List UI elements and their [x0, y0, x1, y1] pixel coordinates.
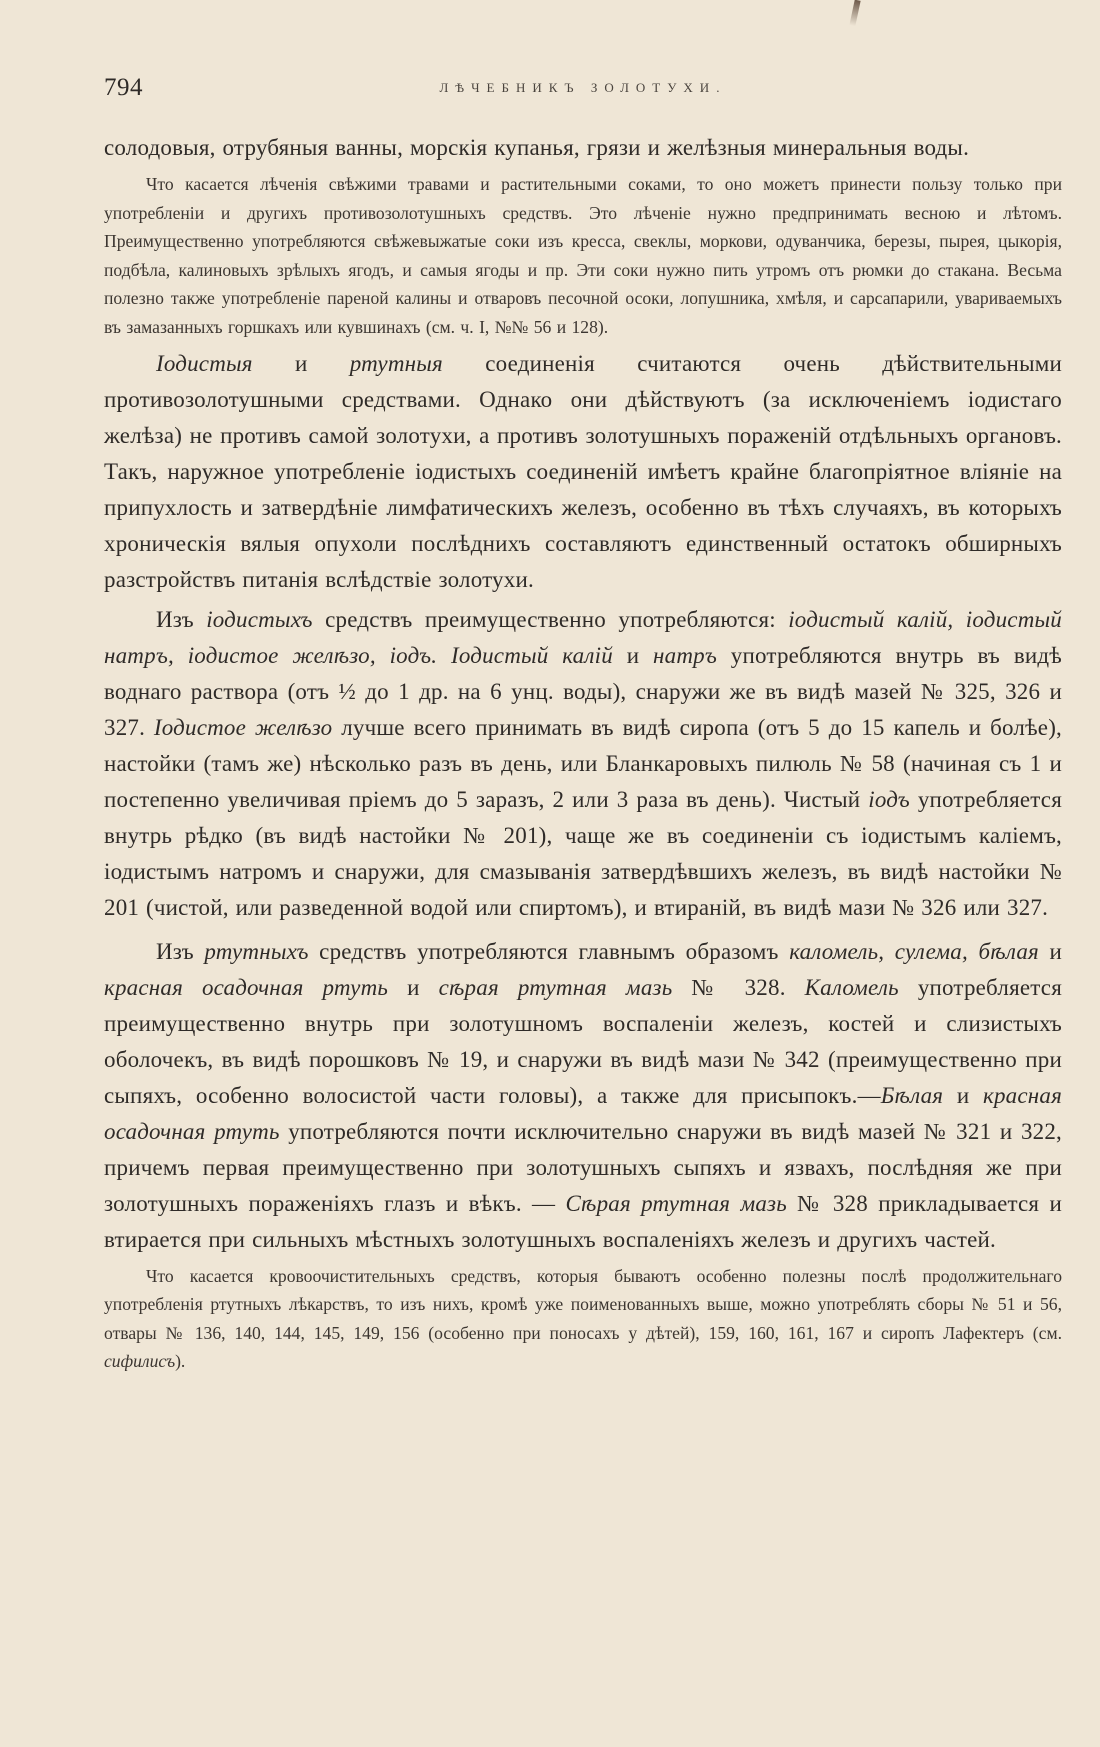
text-run: и — [1038, 938, 1063, 964]
paragraph — [104, 130, 1062, 166]
italic-term: Сѣрая ртутная мазь — [565, 1190, 787, 1216]
italic-term: каломель, сулема, бѣлая — [789, 938, 1039, 964]
italic-term: ртутныя — [349, 350, 443, 376]
italic-term: іодистый калій, іодистый натръ, іодистое желѣзо, іодъ. Іодистый калій — [104, 606, 1062, 668]
text-run: средствъ употребляются главнымъ образомъ — [308, 938, 790, 964]
paragraph — [104, 934, 1062, 1258]
paragraph — [104, 170, 1062, 342]
text-run: Изъ — [156, 938, 205, 964]
text-run: употребляются почти исключительно снаружи въ видѣ мазей № 321 и 322, причемъ первая преимущественно при золотушныхъ сыпяхъ и язвахъ, послѣдняя же при золотушныхъ пораженіяхъ глазъ и вѣкъ. — — [104, 1118, 1062, 1216]
text-run: № 328. — [672, 974, 805, 1000]
italic-term: іодистыхъ — [206, 606, 313, 632]
text-run: и — [612, 642, 654, 668]
italic-term: красная осадочная ртуть — [104, 974, 389, 1000]
text-run: Что касается лѣченія свѣжими травами и растительными соками, то оно можетъ принести пользу только при употребленіи и другихъ противозолотушныхъ средствъ. Это лѣченіе нужно предпринимать весною и лѣтомъ. Преимущественно употребляются свѣжевыжатые соки изъ кресса, свеклы, моркови, одуванчика, березы, пырея, цыкорія, подбѣла, калиновыхъ зрѣлыхъ ягодъ, и самыя ягоды и пр. Эти соки нужно пить утромъ отъ рюмки до стакана. Весьма полезно также употребленіе пареной калины и отваровъ песочной осоки, лопушника, хмѣля, и сарсапарили, увариваемыхъ въ замазанныхъ горшкахъ или кувшинахъ (см. ч. I, №№ 56 и 128). — [104, 174, 1062, 337]
text-run: и — [252, 350, 350, 376]
text-run: соединенія считаются очень дѣйствительными противозолотушными средствами. Однако они дѣйствуютъ (за исключеніемъ іодистаго желѣза) не противъ самой золотухи, а противъ золотушныхъ пораженій отдѣльныхъ органовъ. Такъ, наружное употребленіе іодистыхъ соединеній имѣетъ крайне благопріятное вліяніе на припухлость и затвердѣніе лимфатическихъ железъ, особенно въ тѣхъ случаяхъ, въ которыхъ хроническія вялыя опухоли послѣднихъ составляютъ единственный остатокъ обширныхъ разстройствъ питанія вслѣдствіе золотухи. — [104, 350, 1062, 592]
text-run: солодовыя, отрубяныя ванны, морскія купанья, грязи и желѣзныя минеральныя воды. — [104, 135, 970, 160]
italic-term: Іодистое желѣзо — [153, 714, 333, 740]
text-run: и — [943, 1082, 983, 1108]
text-run: и — [388, 974, 439, 1000]
text-run: употребляется преимущественно внутрь при золотушномъ воспаленіи железъ, костей и слизистыхъ оболочекъ, въ видѣ порошковъ № 19, и снаружи въ видѣ мази № 342 (преимущественно при сыпяхъ, особенно волосистой части головы), а также для присыпокъ.— — [104, 974, 1062, 1108]
text-run: употребляется внутрь рѣдко (въ видѣ настойки № 201), чаще же въ соединеніи съ іодистымъ каліемъ, іодистымъ натромъ и снаружи, для смазыванія затвердѣвшихъ железъ, въ видѣ настойки № 201 (чистой, или разведенной водой или спиртомъ), и втираній, въ видѣ мази № 326 или 327. — [104, 786, 1062, 920]
italic-term: красная осадочная ртуть — [104, 1082, 1062, 1144]
text-run: ). — [175, 1351, 186, 1372]
page-edge-mark — [849, 0, 860, 26]
paragraph — [104, 1262, 1062, 1376]
paragraph — [104, 602, 1062, 926]
italic-term: Каломель — [804, 974, 899, 1000]
italic-term: Бѣлая — [880, 1082, 944, 1108]
page-header — [104, 74, 1062, 104]
paragraph-gap — [104, 926, 1062, 934]
italic-term: іодъ — [868, 786, 910, 812]
text-run: лучше всего принимать въ видѣ сиропа (отъ 5 до 15 капель и болѣе), настойки (тамъ же) нѣсколько разъ въ день, или Бланкаровыхъ пилюль № 58 (начиная съ 1 и постепенно увеличивая пріемъ до 5 заразъ, 2 или 3 раза въ день). Чистый — [104, 714, 1063, 812]
italic-term: натръ — [653, 642, 717, 668]
text-run: Изъ — [156, 606, 207, 632]
italic-term: сифилисъ — [104, 1351, 176, 1372]
italic-term: ртутныхъ — [204, 938, 309, 964]
running-title: ЛѢЧЕБНИКЪ ЗОЛОТУХИ. — [439, 80, 727, 95]
page-number: 794 — [104, 74, 143, 101]
page-body — [104, 130, 1062, 1376]
text-run: Что касается кровоочистительныхъ средствъ, которыя бываютъ особенно полезны послѣ продолжительнаго употребленія ртутныхъ лѣкарствъ, то изъ нихъ, кромѣ уже поименованныхъ выше, можно употреблять сборы № 51 и 56, отвары № 136, 140, 144, 145, 149, 156 (особенно при поносахъ у дѣтей), 159, 160, 161, 167 и сиропъ Лафектеръ (см. — [104, 1265, 1062, 1343]
text-run: употребляются внутрь въ видѣ воднаго раствора (отъ ½ до 1 др. на 6 унц. воды), снаружи же въ видѣ мазей № 325, 326 и 327. — [104, 642, 1062, 740]
text-run: № 328 прикладывается и втирается при сильныхъ мѣстныхъ золотушныхъ воспаленіяхъ железъ и другихъ частей. — [104, 1190, 1062, 1252]
paragraph — [104, 346, 1062, 598]
italic-term: Іодистыя — [156, 350, 253, 376]
text-run: средствъ преимущественно употребляются: — [312, 606, 789, 632]
italic-term: сѣрая ртутная мазь — [438, 974, 673, 1000]
